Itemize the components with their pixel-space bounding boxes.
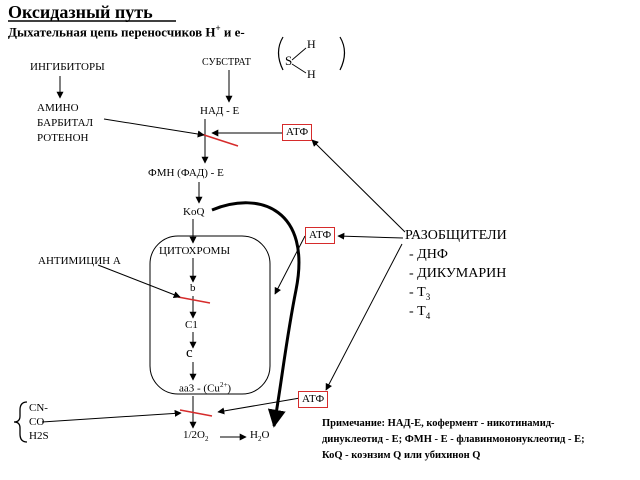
subtitle-tail: и е- bbox=[220, 24, 245, 40]
oxygen-label bbox=[183, 430, 209, 443]
cn-line-3: H2S bbox=[29, 430, 49, 442]
aa3-tail: ) bbox=[227, 382, 232, 395]
antimycin-label: АНТИМИЦИН А bbox=[38, 255, 121, 267]
sh2-s: S bbox=[285, 53, 293, 68]
page-title: Оксидазный путь bbox=[8, 2, 153, 22]
substrate-label: СУБСТРАТ bbox=[202, 57, 251, 68]
water-sub: 2 bbox=[257, 435, 262, 444]
t3-sub: 3 bbox=[425, 291, 431, 302]
nad-label: НАД - Е bbox=[200, 105, 240, 117]
note-line-1: Примечание: НАД-Е, кофермент - никотинамид- bbox=[322, 418, 555, 429]
uncouplers-title: РАЗОБЩИТЕЛИ bbox=[405, 228, 507, 243]
t4-sub: 4 bbox=[425, 310, 431, 321]
water-tail: O bbox=[261, 429, 270, 441]
sh2-h-top: H bbox=[307, 37, 316, 51]
amino-line-2: БАРБИТАЛ bbox=[37, 117, 94, 129]
koq-label: KoQ bbox=[183, 206, 205, 218]
fmn-label: ФМН (ФАД) - Е bbox=[148, 167, 224, 179]
sh2-h-bottom: H bbox=[307, 67, 316, 81]
atp-box-1: АТФ bbox=[282, 124, 312, 141]
atp-box-3: АТФ bbox=[298, 391, 328, 408]
oxygen-sub: 2 bbox=[205, 435, 209, 444]
cyt-b-label: b bbox=[190, 282, 196, 294]
atp-box-2: АТФ bbox=[305, 227, 335, 244]
uncoupler-t4 bbox=[409, 305, 430, 321]
water-main: H bbox=[250, 429, 258, 441]
uncoupler-dnf: - ДНФ bbox=[409, 247, 448, 262]
t3-main: - Т bbox=[409, 285, 426, 300]
aa3-sup: 2+ bbox=[219, 381, 228, 389]
cyt-c-label: c bbox=[186, 345, 193, 361]
oxygen-main: 1/2O bbox=[183, 429, 205, 441]
water-label bbox=[250, 430, 269, 443]
cn-line-1: CN- bbox=[29, 402, 48, 414]
uncoupler-t3 bbox=[409, 286, 430, 302]
amino-line-1: АМИНО bbox=[37, 102, 79, 114]
cn-line-2: CO bbox=[29, 416, 45, 428]
subtitle-sup: + bbox=[215, 23, 221, 33]
aa3-main: аа3 - (Cu bbox=[179, 382, 220, 395]
brace bbox=[14, 402, 27, 442]
subtitle-main: Дыхательная цепь переносчиков Н bbox=[8, 24, 216, 40]
cytochrome-box bbox=[150, 236, 270, 394]
subtitle bbox=[8, 24, 245, 38]
inhibitors-label: ИНГИБИТОРЫ bbox=[30, 61, 105, 73]
t4-main: - Т bbox=[409, 304, 426, 319]
note-line-3: КоQ - коэнзим Q или убихинон Q bbox=[322, 450, 481, 461]
uncoupler-dicumarin: - ДИКУМАРИН bbox=[409, 266, 507, 281]
cytochromes-label: ЦИТОХРОМЫ bbox=[159, 245, 231, 257]
cyt-c1-label: C1 bbox=[185, 319, 198, 331]
note-line-2: динуклеотид - Е; ФМН - Е - флавинмононуклеотид - Е; bbox=[322, 434, 585, 445]
aa3-label bbox=[179, 382, 231, 395]
amino-line-3: РОТЕНОН bbox=[37, 132, 89, 144]
